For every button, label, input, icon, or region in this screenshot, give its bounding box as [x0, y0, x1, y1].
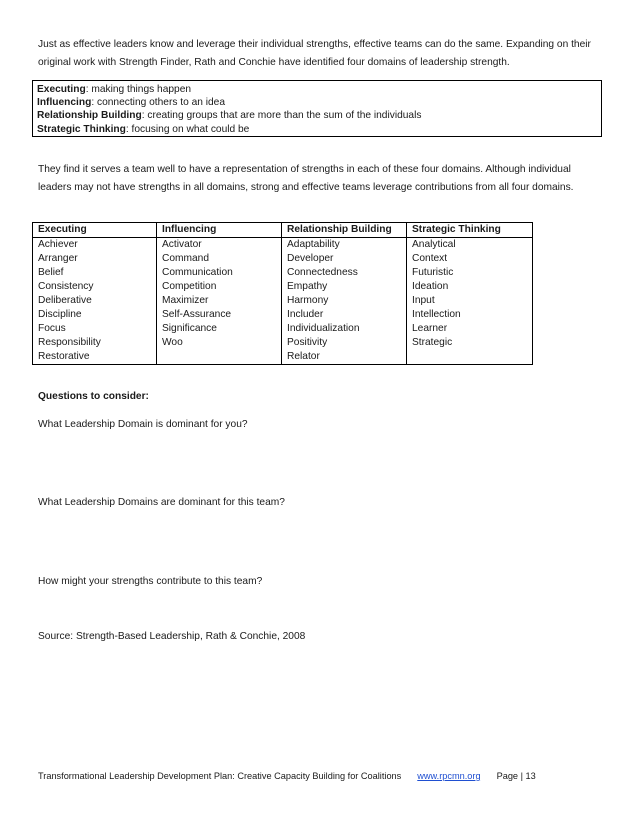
domain-name: Relationship Building [37, 110, 142, 122]
strength-item: Woo [162, 337, 183, 348]
strength-item: Analytical [412, 239, 456, 250]
strength-item: Deliberative [38, 295, 92, 306]
footer-title: Transformational Leadership Development Plan: Creative Capacity Building for Coalitions [38, 771, 402, 781]
team-paragraph: They find it serves a team well to have a representation of strengths in each of these four domains. Although individual leaders may not have strengths in all domains, strong and effective teams leverage contributions from all four domains. [38, 164, 574, 193]
column-relationship-building [282, 238, 407, 365]
strength-item: Responsibility [38, 337, 101, 348]
question-1: What Leadership Domain is dominant for you? [38, 419, 248, 430]
domain-name: Executing [37, 84, 86, 95]
strength-item: Connectedness [287, 267, 358, 278]
intro-paragraph: Just as effective leaders know and leverage their individual strengths, effective teams can do the same. Expanding on their original work with Strength Finder, Rath and Conchie have identified four domains of leadership strength. [38, 39, 591, 68]
question-3: How might your strengths contribute to this team? [38, 576, 263, 587]
strength-item: Competition [162, 281, 217, 292]
column-influencing [157, 238, 282, 365]
strength-item: Intellection [412, 309, 461, 320]
strength-item: Achiever [38, 239, 78, 250]
header-executing: Executing [33, 223, 157, 238]
table-row [33, 238, 533, 365]
strength-item: Positivity [287, 337, 328, 348]
strengths-table [32, 222, 533, 365]
strength-item: Context [412, 253, 448, 264]
strength-item: Arranger [38, 253, 78, 264]
domain-definitions-box [32, 80, 602, 137]
strength-item: Developer [287, 253, 334, 264]
column-strategic-thinking [407, 238, 533, 365]
strength-item: Restorative [38, 351, 90, 362]
strength-item: Strategic [412, 337, 453, 348]
strength-item: Self-Assurance [162, 309, 232, 320]
header-relationship-building: Relationship Building [282, 223, 407, 238]
strength-item: Activator [162, 239, 202, 250]
domain-desc: : making things happen [85, 84, 192, 95]
strength-item: Futuristic [412, 267, 454, 278]
domain-name: Influencing [37, 97, 92, 109]
question-2: What Leadership Domains are dominant for this team? [38, 497, 285, 508]
domain-desc: : connecting others to an idea [91, 97, 226, 109]
footer-website-link[interactable]: www.rpcmn.org [417, 771, 481, 781]
strength-item: Empathy [287, 281, 328, 292]
strength-item: Focus [38, 323, 66, 334]
strength-item: Individualization [287, 323, 360, 334]
strength-item: Relator [287, 351, 320, 362]
header-strategic-thinking: Strategic Thinking [407, 223, 533, 238]
strength-item: Command [162, 253, 209, 264]
strength-item: Consistency [38, 281, 94, 292]
domain-row-executing [37, 83, 597, 96]
strength-item: Belief [38, 267, 64, 278]
domain-desc: : creating groups that are more than the sum of the individuals [141, 110, 422, 122]
strength-item: Communication [162, 267, 233, 278]
strength-item: Harmony [287, 295, 329, 306]
domain-desc: : focusing on what could be [125, 123, 250, 135]
strength-item: Significance [162, 323, 217, 334]
table-header-row [33, 223, 533, 238]
domain-row-strategic-thinking [37, 123, 597, 136]
strength-item: Discipline [38, 309, 82, 320]
questions-heading: Questions to consider: [38, 391, 149, 402]
domain-row-influencing [37, 96, 597, 109]
page-footer [38, 770, 536, 782]
page-number: Page | 13 [496, 771, 536, 781]
strength-item: Maximizer [162, 295, 209, 306]
domain-row-relationship-building [37, 109, 597, 122]
source-citation: Source: Strength-Based Leadership, Rath & Conchie, 2008 [38, 631, 306, 642]
header-influencing: Influencing [157, 223, 282, 238]
column-executing [33, 238, 157, 365]
domain-name: Strategic Thinking [37, 123, 126, 135]
strength-item: Input [412, 295, 435, 306]
strength-item: Includer [287, 309, 324, 320]
strength-item: Learner [412, 323, 448, 334]
strength-item: Adaptability [287, 239, 340, 250]
strength-item: Ideation [412, 281, 449, 292]
